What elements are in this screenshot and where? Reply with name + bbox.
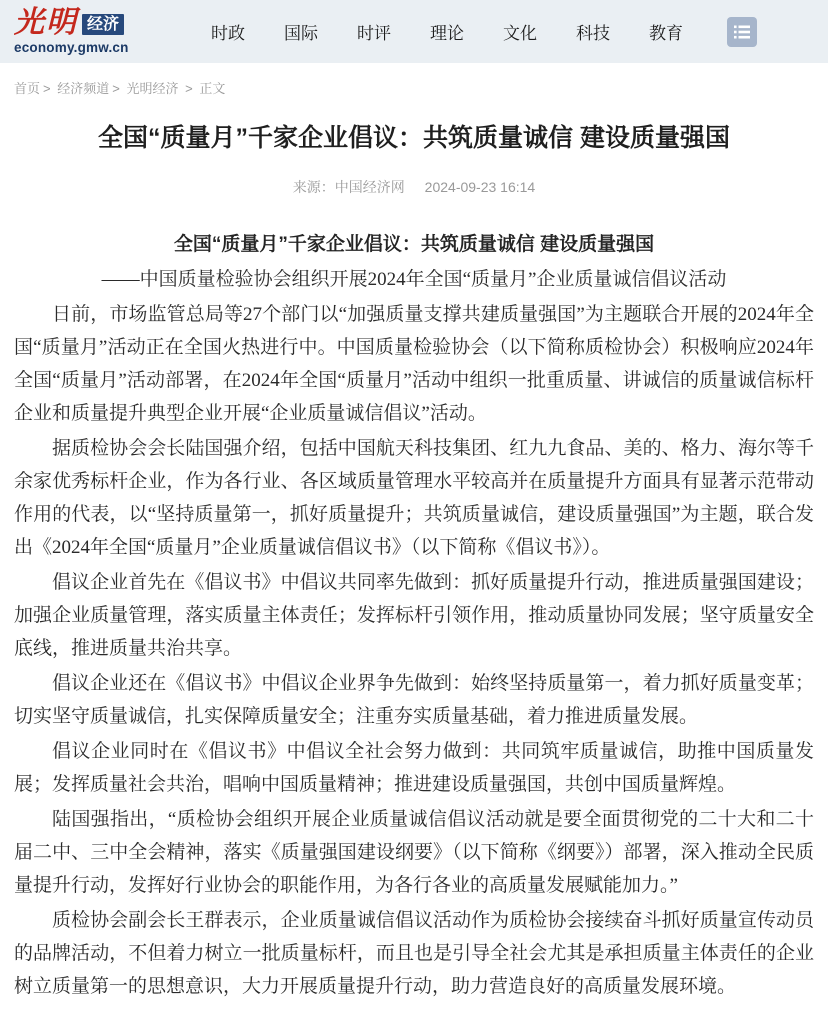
article-body [0,228,828,1023]
article-paragraph: 倡议企业同时在《倡议书》中倡议全社会努力做到：共同筑牢质量诚信，助推中国质量发展；发挥质量社会共治，唱响中国质量精神；推进建设质量强国，共创中国质量辉煌。 [14,741,814,795]
article-paragraph: 日前，市场监管总局等27个部门以“加强质量支撑共建质量强国”为主题联合开展的2024年全国“质量月”活动正在全国火热进行中。中国质量检验协会（以下简称质检协会）积极响应2024年全国“质量月”活动部署，在2024年全国“质量月”活动中组织一批重质量、讲诚信的质量诚信标杆企业和质量提升典型企业开展“企业质量诚信倡议”活动。 [14,304,814,424]
breadcrumb-guangming-economy[interactable]: 光明经济 [126,81,179,96]
article-subtitle: ——中国质量检验协会组织开展2024年全国“质量月”企业质量诚信倡议活动 [101,269,727,290]
nav-item-culture[interactable]: 文化 [503,24,537,43]
breadcrumb-separator: > [185,81,193,96]
breadcrumb-current-article: 正文 [199,81,226,96]
breadcrumb-home[interactable]: 首页 [14,81,41,96]
source-row [0,177,828,197]
page-title: 全国“质量月”千家企业倡议：共筑质量诚信 建设质量强国 [98,124,730,152]
article-paragraph: 倡议企业还在《倡议书》中倡议企业界争先做到：始终坚持质量第一，着力抓好质量变革；切实坚守质量诚信，扎实保障质量安全；注重夯实质量基础，着力推进质量发展。 [14,673,814,727]
article-paragraph: 质检协会副会长王群表示，企业质量诚信倡议活动作为质检协会接续奋斗抓好质量宣传动员的品牌活动，不但着力树立一批质量标杆，而且也是引导全社会尤其是承担质量主体责任的企业树立质量第一的思想意识，大力开展质量提升行动，助力营造良好的高质量发展环境。 [14,910,814,997]
breadcrumb-separator: > [112,81,120,96]
site-domain: economy.gmw.cn [14,40,129,55]
nav-item-international[interactable]: 国际 [284,24,318,43]
nav-item-education[interactable]: 教育 [649,24,683,43]
site-logo[interactable] [14,5,202,55]
nav-item-politics[interactable]: 时政 [211,24,245,43]
breadcrumb [0,63,828,97]
article-inner-heading: 全国“质量月”千家企业倡议：共筑质量诚信 建设质量强国 [173,234,655,255]
breadcrumb-economy-channel[interactable]: 经济频道 [57,81,110,96]
logo-row [14,5,202,40]
article-paragraph: 倡议企业首先在《倡议书》中倡议共同率先做到：抓好质量提升行动，推进质量强国建设；加强企业质量管理，落实质量主体责任；发挥标杆引领作用，推动质量协同发展；坚守质量安全底线，推进质量共治共享。 [14,572,814,659]
nav-item-theory[interactable]: 理论 [430,24,464,43]
publish-datetime: 2024-09-23 16:14 [424,179,536,195]
breadcrumb-separator: > [43,81,51,96]
nav-item-commentary[interactable]: 时评 [357,24,391,43]
list-menu-icon [733,24,751,40]
article-paragraph: 陆国强指出，“质检协会组织开展企业质量诚信倡议活动就是要全面贯彻党的二十大和二十届二中、三中全会精神，落实《质量强国建设纲要》（以下简称《纲要》）部署，深入推动全民质量提升行动，发挥好行业协会的职能作用，为各行各业的高质量发展赋能加力。” [14,809,814,896]
economy-badge: 经济 [82,14,124,35]
main-nav [211,19,683,44]
source-label: 来源：中国经济网 [292,179,405,195]
nav-item-tech[interactable]: 科技 [576,24,610,43]
guangming-logo-script: 光明 [14,5,78,40]
article-paragraph: 据质检协会会长陆国强介绍，包括中国航天科技集团、红九九食品、美的、格力、海尔等千余家优秀标杆企业，作为各行业、各区域质量管理水平较高并在质量提升方面具有显著示范带动作用的代表，以“坚持质量第一，抓好质量提升；共筑质量诚信，建设质量强国”为主题，联合发出《2024年全国“质量月”企业质量诚信倡议书》（以下简称《倡议书》）。 [14,438,814,558]
menu-button[interactable] [727,17,757,47]
site-header [0,0,828,63]
